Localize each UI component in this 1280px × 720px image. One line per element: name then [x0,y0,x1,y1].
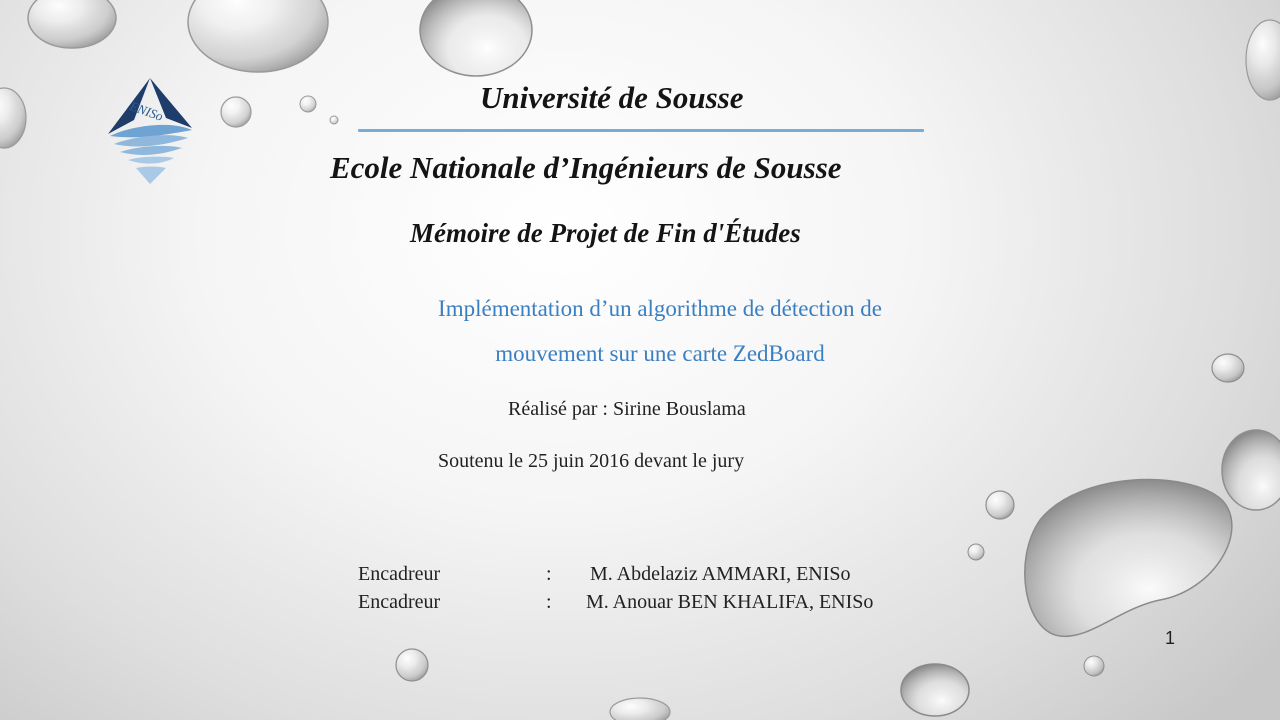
author-line: Réalisé par : Sirine Bouslama [508,398,746,420]
water-drop [1084,656,1104,676]
page-number: 1 [1164,628,1175,648]
water-drop [300,96,316,112]
water-drop [330,116,338,124]
document-type: Mémoire de Projet de Fin d'Études [410,218,801,248]
water-drop [1246,20,1280,100]
project-title [340,286,980,376]
supervisor-role: Encadreur [358,591,441,613]
water-drop [396,649,428,681]
water-drop [28,0,116,48]
project-title-line-2: mouvement sur une carte ZedBoard [495,341,825,366]
project-title-line-1: Implémentation d’un algorithme de détection de [438,296,882,321]
supervisor-role: Encadreur [358,563,441,585]
water-drop [968,544,984,560]
water-drop [1212,354,1244,382]
svg-text:ENISo: ENISo [128,98,166,124]
water-drop [901,664,969,716]
eniso-logo [100,74,196,186]
water-drop [986,491,1014,519]
title-underline [358,129,924,132]
water-drop [188,0,328,72]
water-drop [221,97,251,127]
supervisor-row [358,563,978,589]
supervisor-separator: : [546,591,552,613]
water-drop [1025,480,1232,637]
water-drop [420,0,532,76]
supervisor-name: M. Anouar BEN KHALIFA, ENISo [586,591,874,613]
water-drop [610,698,670,720]
water-drop [0,88,26,148]
defense-date-line: Soutenu le 25 juin 2016 devant le jury [438,450,745,472]
school-name: Ecole Nationale d’Ingénieurs de Sousse [330,150,842,185]
supervisor-name: M. Abdelaziz AMMARI, ENISo [590,563,851,585]
university-name: Université de Sousse [480,80,744,115]
water-drop [1222,430,1280,510]
supervisor-row [358,591,978,617]
supervisor-separator: : [546,563,552,585]
